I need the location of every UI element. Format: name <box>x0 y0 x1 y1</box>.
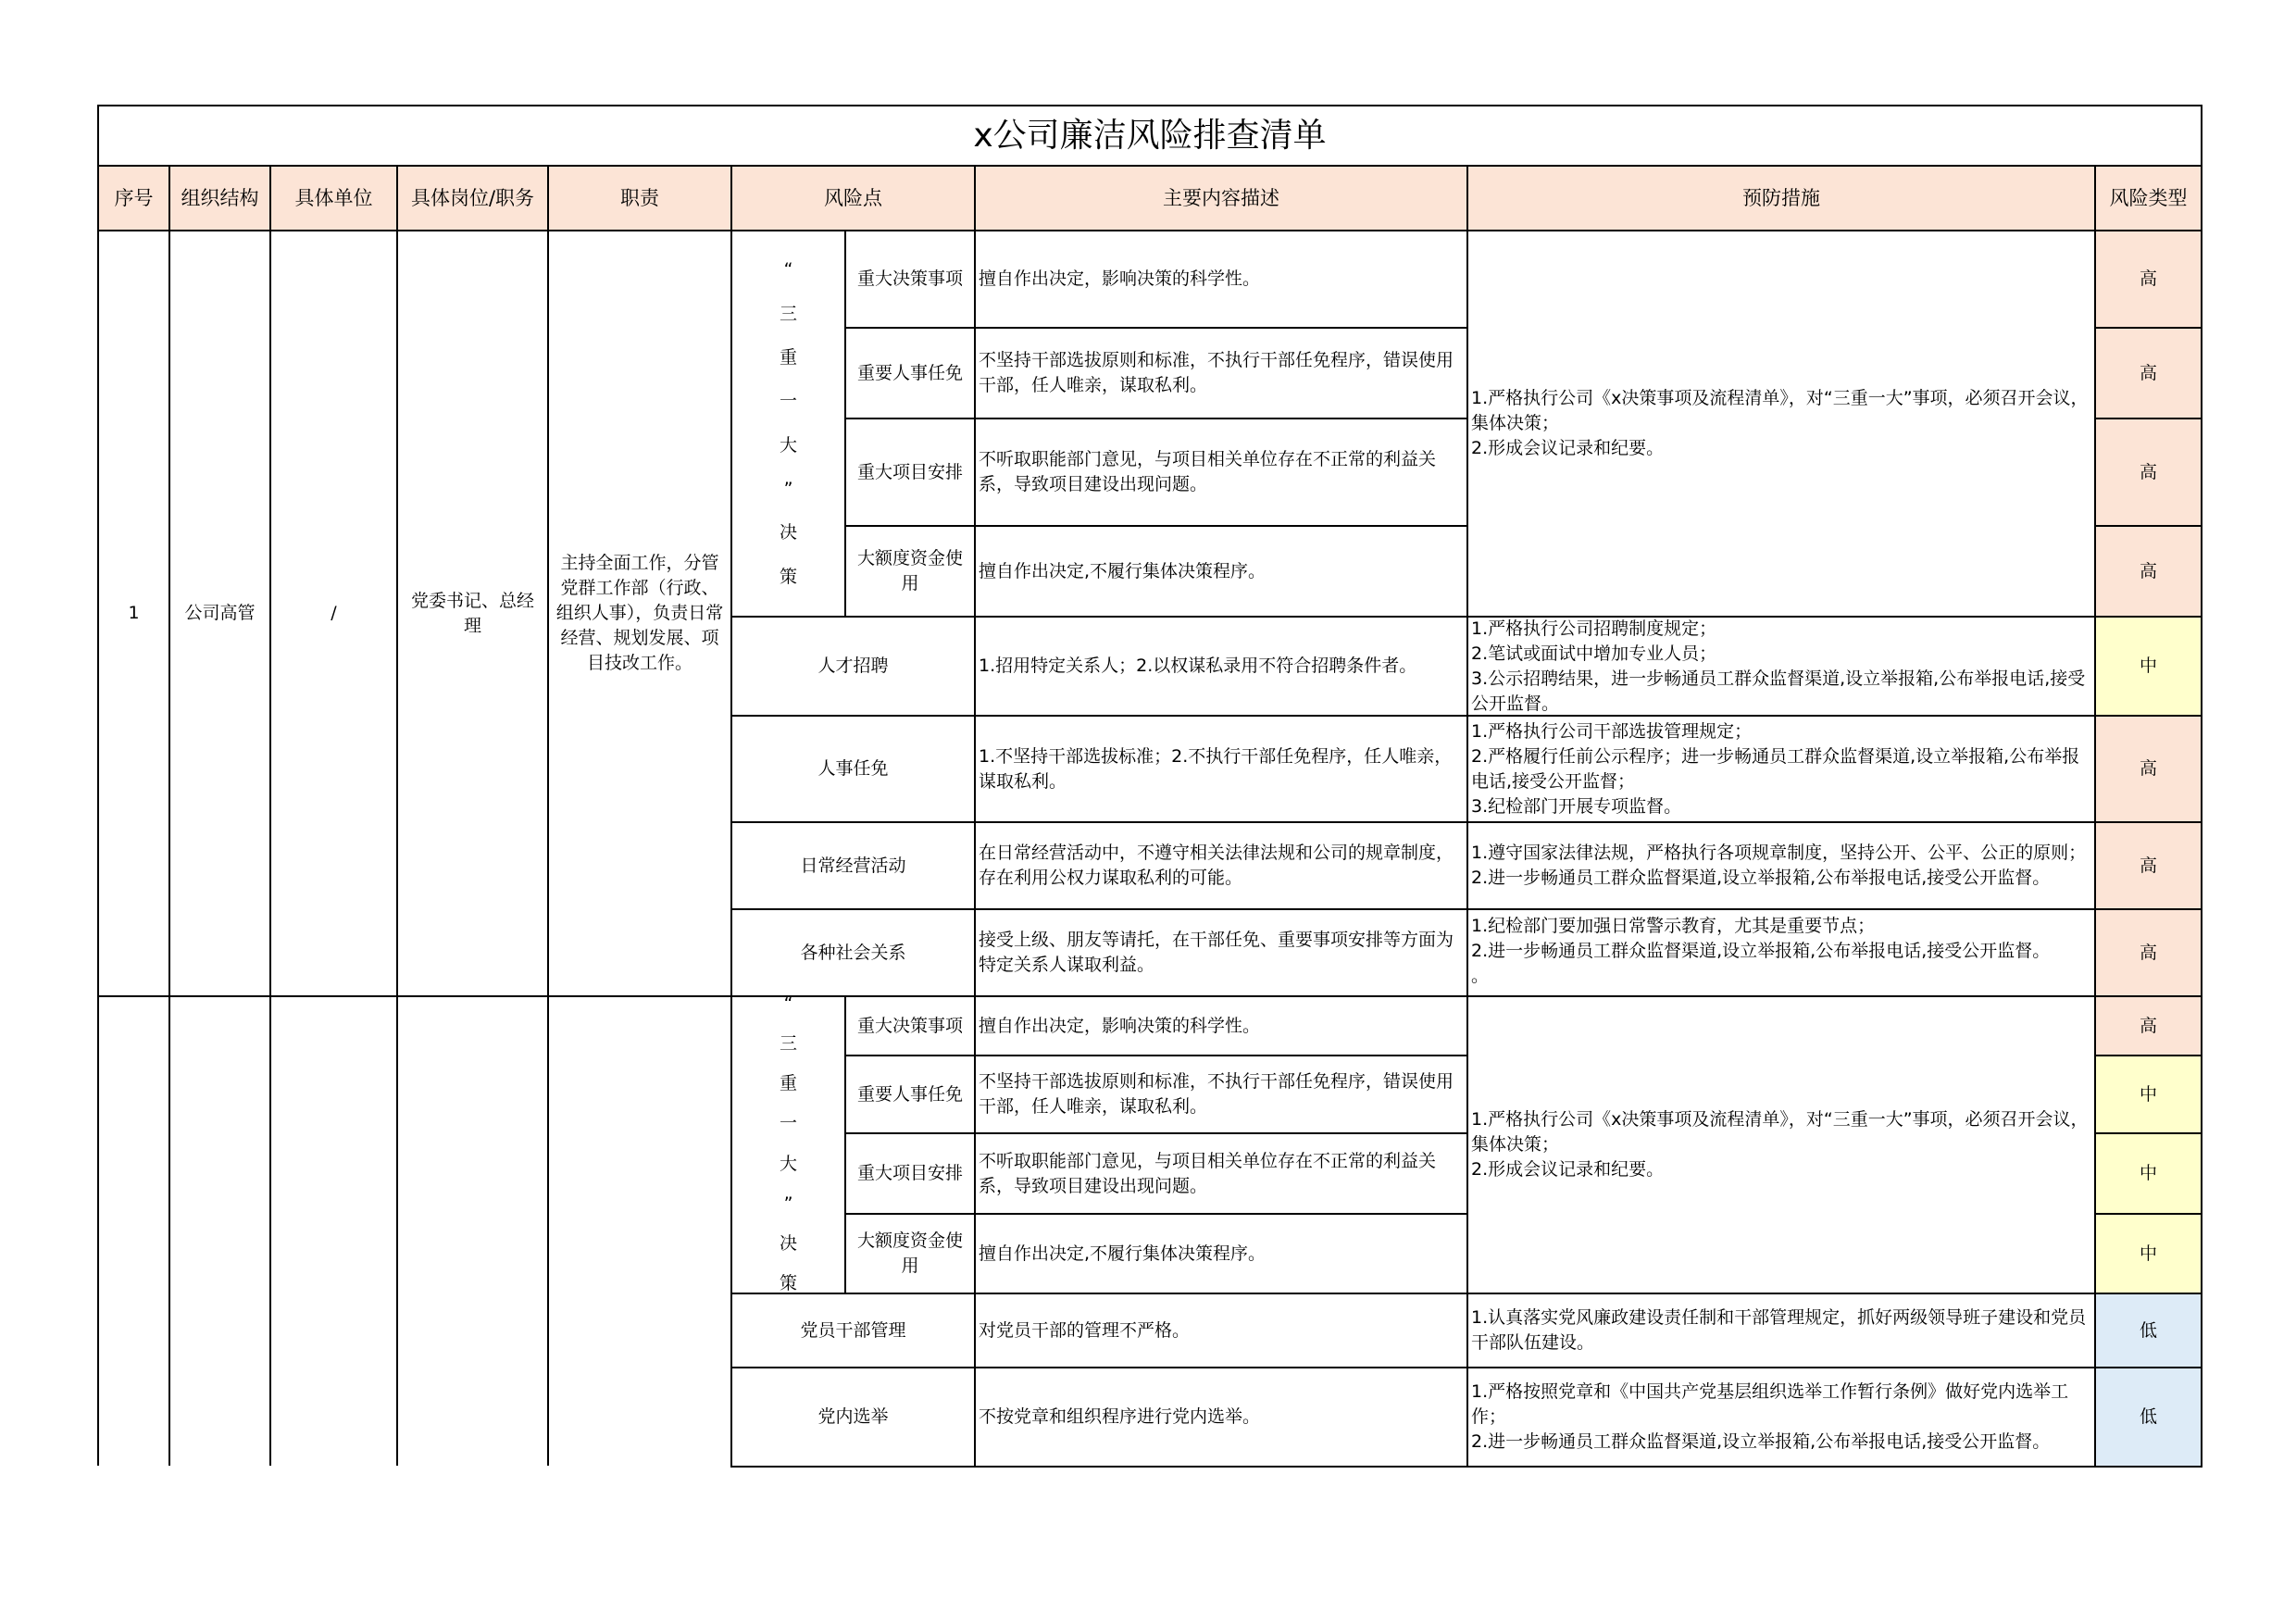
group-char: 三 <box>779 303 797 324</box>
s1-g3-desc: 擅自作出决定,不履行集体决策程序。 <box>974 525 1468 618</box>
header-risk-type: 风险类型 <box>2094 165 2202 231</box>
group-char: 重 <box>779 1073 797 1094</box>
section1-seq: 1 <box>97 230 170 997</box>
s2-r1-point: 党内选举 <box>730 1367 976 1468</box>
s1-g3-point: 大额度资金使用 <box>844 525 976 618</box>
s1-g2-level: 高 <box>2094 418 2202 527</box>
s1-r2-desc: 在日常经营活动中，不遵守相关法律法规和公司的规章制度，存在利用公权力谋取私利的可能。 <box>974 821 1468 910</box>
section1-org: 公司高管 <box>168 230 271 997</box>
s1-r1-measure: 1.严格执行公司干部选拔管理规定； 2.严格履行任前公示程序；进一步畅通员工群众监督渠道,设立举报箱,公布举报电话,接受公开监督； 3.纪检部门开展专项监督。 <box>1466 715 2096 823</box>
header-duty: 职责 <box>547 165 732 231</box>
section2-unit <box>269 995 398 1466</box>
s2-r0-level: 低 <box>2094 1293 2202 1368</box>
section2-post <box>396 995 549 1466</box>
sheet-title <box>97 105 2202 167</box>
group-char: 策 <box>779 566 797 587</box>
s2-g0-point: 重大决策事项 <box>844 995 976 1056</box>
s1-r3-desc: 接受上级、朋友等请托，在干部任免、重要事项安排等方面为特定关系人谋取利益。 <box>974 908 1468 997</box>
header-post: 具体岗位/职务 <box>396 165 549 231</box>
s1-g2-desc: 不听取职能部门意见，与项目相关单位存在不正常的利益关系，导致项目建设出现问题。 <box>974 418 1468 527</box>
s2-r1-desc: 不按党章和组织程序进行党内选举。 <box>974 1367 1468 1468</box>
s2-g3-point: 大额度资金使用 <box>844 1213 976 1294</box>
s1-r1-desc: 1.不坚持干部选拔标准；2.不执行干部任免程序，任人唯亲，谋取私利。 <box>974 715 1468 823</box>
s1-r2-measure: 1.遵守国家法律法规，严格执行各项规章制度，坚持公开、公平、公正的原则； 2.进一步畅通员工群众监督渠道,设立举报箱,公布举报电话,接受公开监督。 <box>1466 821 2096 910</box>
header-unit: 具体单位 <box>269 165 398 231</box>
group-char: 一 <box>779 391 797 412</box>
s2-g2-point: 重大项目安排 <box>844 1132 976 1215</box>
s2-group-measure: 1.严格执行公司《x决策事项及流程清单》，对“三重一大”事项，必须召开会议，集体决策； 2.形成会议记录和纪要。 <box>1466 995 2096 1294</box>
header-risk-point: 风险点 <box>730 165 976 231</box>
s1-r0-point: 人才招聘 <box>730 616 976 717</box>
header-seq: 序号 <box>97 165 170 231</box>
group-char: 决 <box>779 1232 797 1254</box>
s2-g1-level: 中 <box>2094 1055 2202 1134</box>
s2-r0-point: 党员干部管理 <box>730 1293 976 1368</box>
s2-r0-measure: 1.认真落实党风廉政建设责任制和干部管理规定，抓好两级领导班子建设和党员干部队伍建设。 <box>1466 1293 2096 1368</box>
group-char: “ <box>783 259 793 281</box>
section1-post: 党委书记、总经理 <box>396 230 549 997</box>
section2-seq <box>97 995 170 1466</box>
section1-group-label <box>730 230 846 618</box>
group-char: 重 <box>779 346 797 368</box>
s2-g1-point: 重要人事任免 <box>844 1055 976 1134</box>
s1-r0-level: 中 <box>2094 616 2202 717</box>
s1-r1-point: 人事任免 <box>730 715 976 823</box>
group-char: 策 <box>779 1272 797 1293</box>
s1-g2-point: 重大项目安排 <box>844 418 976 527</box>
s1-group-measure: 1.严格执行公司《x决策事项及流程清单》，对“三重一大”事项，必须召开会议，集体决策； 2.形成会议记录和纪要。 <box>1466 230 2096 618</box>
group-char: 决 <box>779 522 797 543</box>
s1-g1-point: 重要人事任免 <box>844 327 976 419</box>
s1-g0-level: 高 <box>2094 230 2202 329</box>
s1-r0-measure: 1.严格执行公司招聘制度规定； 2.笔试或面试中增加专业人员； 3.公示招聘结果，进一步畅通员工群众监督渠道,设立举报箱,公布举报电话,接受公开监督。 <box>1466 616 2096 717</box>
s1-r0-desc: 1.招用特定关系人；2.以权谋私录用不符合招聘条件者。 <box>974 616 1468 717</box>
group-char: 大 <box>779 1153 797 1174</box>
group-char: ” <box>783 1193 793 1214</box>
s2-g0-level: 高 <box>2094 995 2202 1056</box>
s1-g1-desc: 不坚持干部选拔原则和标准，不执行干部任免程序，错误使用干部，任人唯亲，谋取私利。 <box>974 327 1468 419</box>
s1-r3-point: 各种社会关系 <box>730 908 976 997</box>
s1-g0-point: 重大决策事项 <box>844 230 976 329</box>
s1-r2-level: 高 <box>2094 821 2202 910</box>
group-char: 大 <box>779 434 797 456</box>
section2-org <box>168 995 271 1466</box>
group-char: 三 <box>779 1033 797 1055</box>
group-char: “ <box>783 995 793 1015</box>
sheet-title-text: x公司廉洁风险排查清单 <box>973 117 1327 155</box>
s2-g3-desc: 擅自作出决定,不履行集体决策程序。 <box>974 1213 1468 1294</box>
header-measures: 预防措施 <box>1466 165 2096 231</box>
s2-g2-level: 中 <box>2094 1132 2202 1215</box>
group-char: ” <box>783 479 793 500</box>
group-char: 一 <box>779 1113 797 1134</box>
s2-r0-desc: 对党员干部的管理不严格。 <box>974 1293 1468 1368</box>
s2-r1-level: 低 <box>2094 1367 2202 1468</box>
s1-r3-level: 高 <box>2094 908 2202 997</box>
section2-duty <box>547 995 732 1466</box>
s1-g0-desc: 擅自作出决定，影响决策的科学性。 <box>974 230 1468 329</box>
s2-g1-desc: 不坚持干部选拔原则和标准，不执行干部任免程序，错误使用干部，任人唯亲，谋取私利。 <box>974 1055 1468 1134</box>
s1-r1-level: 高 <box>2094 715 2202 823</box>
s1-g3-level: 高 <box>2094 525 2202 618</box>
s2-g0-desc: 擅自作出决定，影响决策的科学性。 <box>974 995 1468 1056</box>
s2-g2-desc: 不听取职能部门意见，与项目相关单位存在不正常的利益关系，导致项目建设出现问题。 <box>974 1132 1468 1215</box>
s1-r3-measure: 1.纪检部门要加强日常警示教育，尤其是重要节点； 2.进一步畅通员工群众监督渠道,设立举报箱,公布举报电话,接受公开监督。 。 <box>1466 908 2096 997</box>
header-org: 组织结构 <box>168 165 271 231</box>
s2-g3-level: 中 <box>2094 1213 2202 1294</box>
section2-group-label <box>730 995 846 1294</box>
s2-r1-measure: 1.严格按照党章和《中国共产党基层组织选举工作暂行条例》做好党内选举工作； 2.进一步畅通员工群众监督渠道,设立举报箱,公布举报电话,接受公开监督。 <box>1466 1367 2096 1468</box>
header-description: 主要内容描述 <box>974 165 1468 231</box>
section1-duty: 主持全面工作，分管党群工作部（行政、组织人事），负责日常经营、规划发展、项目技改工作。 <box>547 230 732 997</box>
s1-g1-level: 高 <box>2094 327 2202 419</box>
section1-unit: / <box>269 230 398 997</box>
s1-r2-point: 日常经营活动 <box>730 821 976 910</box>
